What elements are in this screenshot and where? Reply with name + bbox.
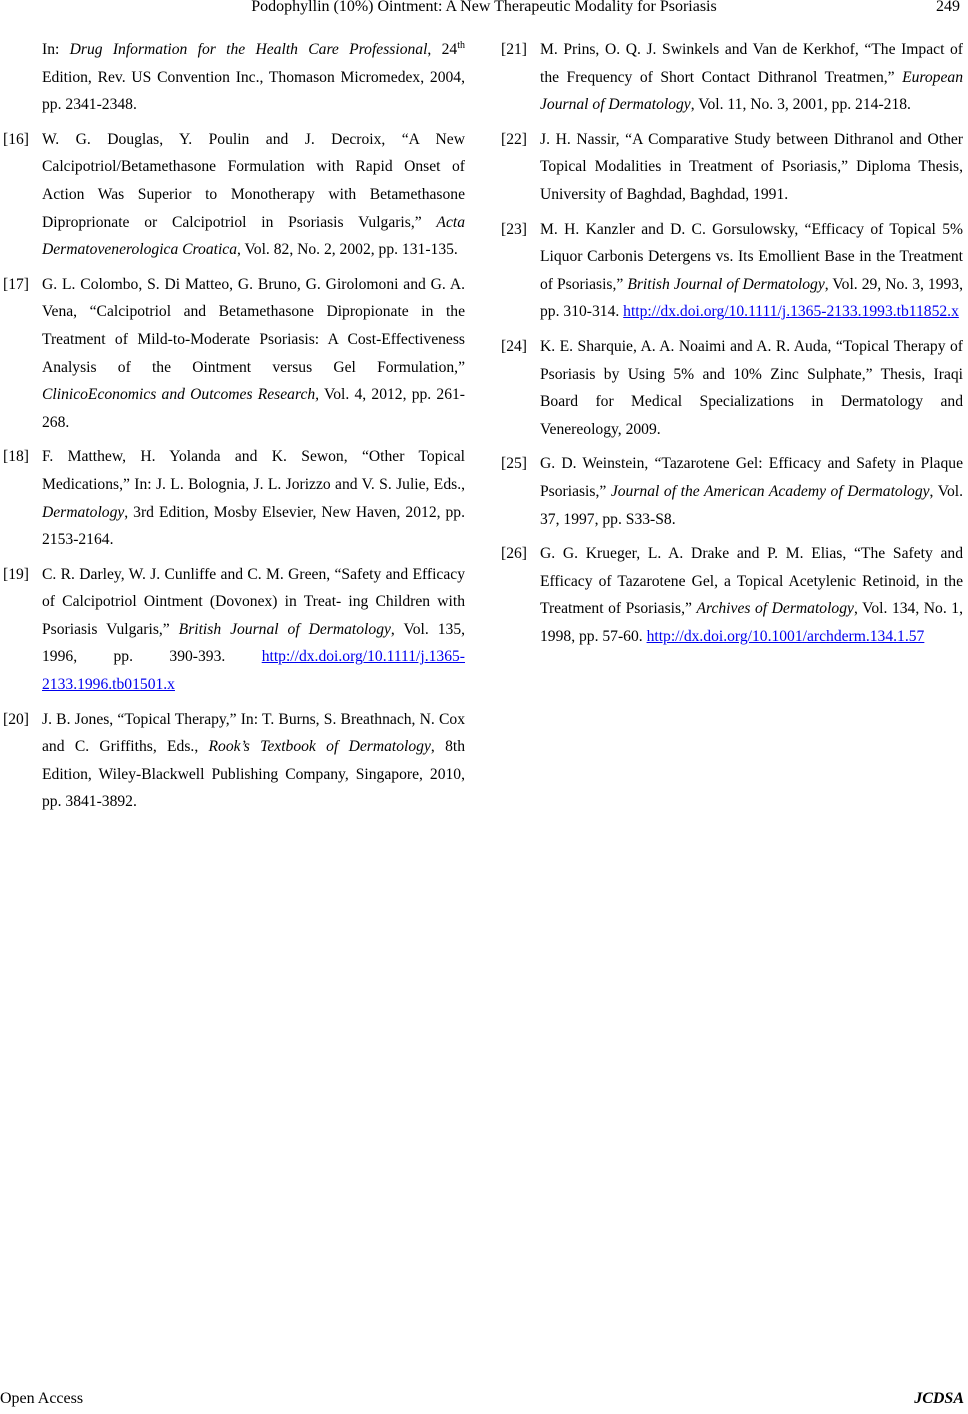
reference-text: G. D. Weinstein, “Tazarotene Gel: Efficacy and Safety in Plaque Psoriasis,” [540,455,963,500]
reference-text: , 24 [427,41,458,58]
reference-text: , Vol. 37, 1997, pp. S33-S8. [540,482,964,528]
reference-text: , Vol. 135, 1996, pp. 390-393. [42,620,466,666]
reference-text: C. R. Darley, W. J. Cunliffe and C. M. Green, “Safety and Efficacy of Calcipotriol Ointment (Dovonex) in Treat- ing Children with Psoriasis Vulgaris,” [42,565,465,638]
reference-continuation [3,36,465,119]
reference-text: Edition, Rev. US Convention Inc., Thomason Micromedex, 2004, pp. 2341-2348. [42,68,465,114]
reference-item [3,706,465,816]
reference-text: F. Matthew, H. Yolanda and K. Sewon, “Other Topical Medications,” In: J. L. Bolognia, J. L. Jorizzo and V. S. Julie, Eds., [42,448,465,493]
reference-text: K. E. Sharquie, A. A. Noaimi and A. R. Auda, “Topical Therapy of Psoriasis by Using 5% and 10% Zinc Sulphate,” Thesis, Iraqi Board for Medical Specializations in Dermatology and Venereology, 2009. [540,337,963,438]
doi-link[interactable]: http://dx.doi.org/10.1111/j.1365-2133.1993.tb11852.x [623,303,959,321]
reference-number: [25] [501,455,527,473]
reference-text: Vol. 4, 2012, pp. 261-268. [42,386,465,431]
source-title: Dermatology [42,503,125,521]
reference-item [3,443,465,553]
reference-text: , Vol. 82, No. 2, 2002, pp. 131-135. [237,241,458,259]
reference-item [501,216,963,326]
reference-text: In: [42,41,70,58]
reference-text: , Vol. 11, No. 3, 2001, pp. 214-218. [690,96,911,114]
running-header [0,0,968,20]
source-title: British Journal of Dermatology [627,275,825,293]
reference-number: [20] [3,710,29,728]
reference-item [501,333,963,443]
source-title: Journal of the American Academy of Dermatology [610,482,930,500]
reference-text: M. Prins, O. Q. J. Swinkels and Van de Kerkhof, “The Impact of the Frequency of Short Contact Dithranol Treatmen,” [540,41,963,86]
reference-text: , Vol. 134, No. 1, 1998, pp. 57-60. [540,600,963,645]
reference-number: [21] [501,41,527,58]
reference-text: J. H. Nassir, “A Comparative Study between Dithranol and Other Topical Modalities in Treatment of Psoriasis,” Diploma Thesis, University of Baghdad, Baghdad, 1991. [540,130,963,203]
page-number: 249 [936,0,960,15]
source-title: European Journal of Dermatology [540,68,963,114]
reference-item [501,36,963,119]
reference-item [3,561,465,699]
reference-number: [17] [3,275,29,293]
source-title: Archives of Dermatology [696,600,854,618]
reference-text: , 3rd Edition, Mosby Elsevier, New Haven, 2012, pp. 2153-2164. [42,503,465,549]
reference-text: G. L. Colombo, S. Di Matteo, G. Bruno, G. Girolomoni and G. A. Vena, “Calcipotriol and Betamethasone Dipropionate in the Treatment of Mild-to-Moderate Psoriasis: A Cost-Effectiveness Analysis of the Ointment versus Gel Formulation,” [42,275,465,376]
source-title: British Journal of Dermatology [178,620,391,638]
reference-text: , 8th Edition, Wiley-Blackwell Publishing Company, Singapore, 2010, pp. 3841-3892. [42,738,465,811]
reference-number: [18] [3,448,29,466]
running-title: Podophyllin (10%) Ointment: A New Therapeutic Modality for Psoriasis [251,0,717,15]
reference-number: [22] [501,130,527,148]
reference-text: J. B. Jones, “Topical Therapy,” In: T. Burns, S. Breathnach, N. Cox and C. Griffiths, Eds., [42,710,465,756]
doi-link[interactable]: http://dx.doi.org/10.1111/j.1365-2133.1996.tb01501.x [42,648,465,694]
right-column [501,36,963,657]
reference-item [3,271,465,437]
source-title: ClinicoEconomics and Outcomes Research, [42,386,320,404]
open-access-label: Open Access [0,1390,84,1407]
journal-abbreviation: JCDSA [914,1390,964,1407]
reference-list-right [501,36,963,650]
reference-text: M. H. Kanzler and D. C. Gorsulowsky, “Efficacy of Topical 5% Liquor Carbonis Detergens vs. Its Emollient Base in the Treatment of Psoriasis,” [540,220,963,293]
left-column [3,36,465,823]
reference-list-left [3,126,465,816]
source-title: Acta Dermatovenerologica Croatica [42,213,465,259]
reference-text: , Vol. 29, No. 3, 1993, pp. 310-314. [540,275,963,321]
reference-item [501,540,963,650]
reference-number: [19] [3,565,29,583]
doi-link[interactable]: http://dx.doi.org/10.1001/archderm.134.1.57 [646,627,925,645]
reference-text: G. G. Krueger, L. A. Drake and P. M. Elias, “The Safety and Efficacy of Tazarotene Gel, a Topical Acetylenic Retinoid, in the Treatment of Psoriasis,” [540,545,963,618]
reference-number: [26] [501,545,527,563]
reference-number: [16] [3,130,29,148]
footer [0,1390,968,1414]
reference-number: [23] [501,220,527,238]
reference-text: W. G. Douglas, Y. Poulin and J. Decroix, “A New Calcipotriol/Betamethasone Formulation with Rapid Onset of Action Was Superior to Monotherapy with Betamethasone Diproprionate or Calcipotriol in Psoriasis Vulgaris,” [42,130,465,231]
source-title: Drug Information for the Health Care Professional [69,41,428,58]
reference-number: [24] [501,337,527,355]
reference-item [3,126,465,264]
reference-item [501,126,963,209]
reference-item [501,450,963,533]
source-title: Rook’s Textbook of Dermatology [208,738,431,756]
superscript: th [457,39,465,51]
